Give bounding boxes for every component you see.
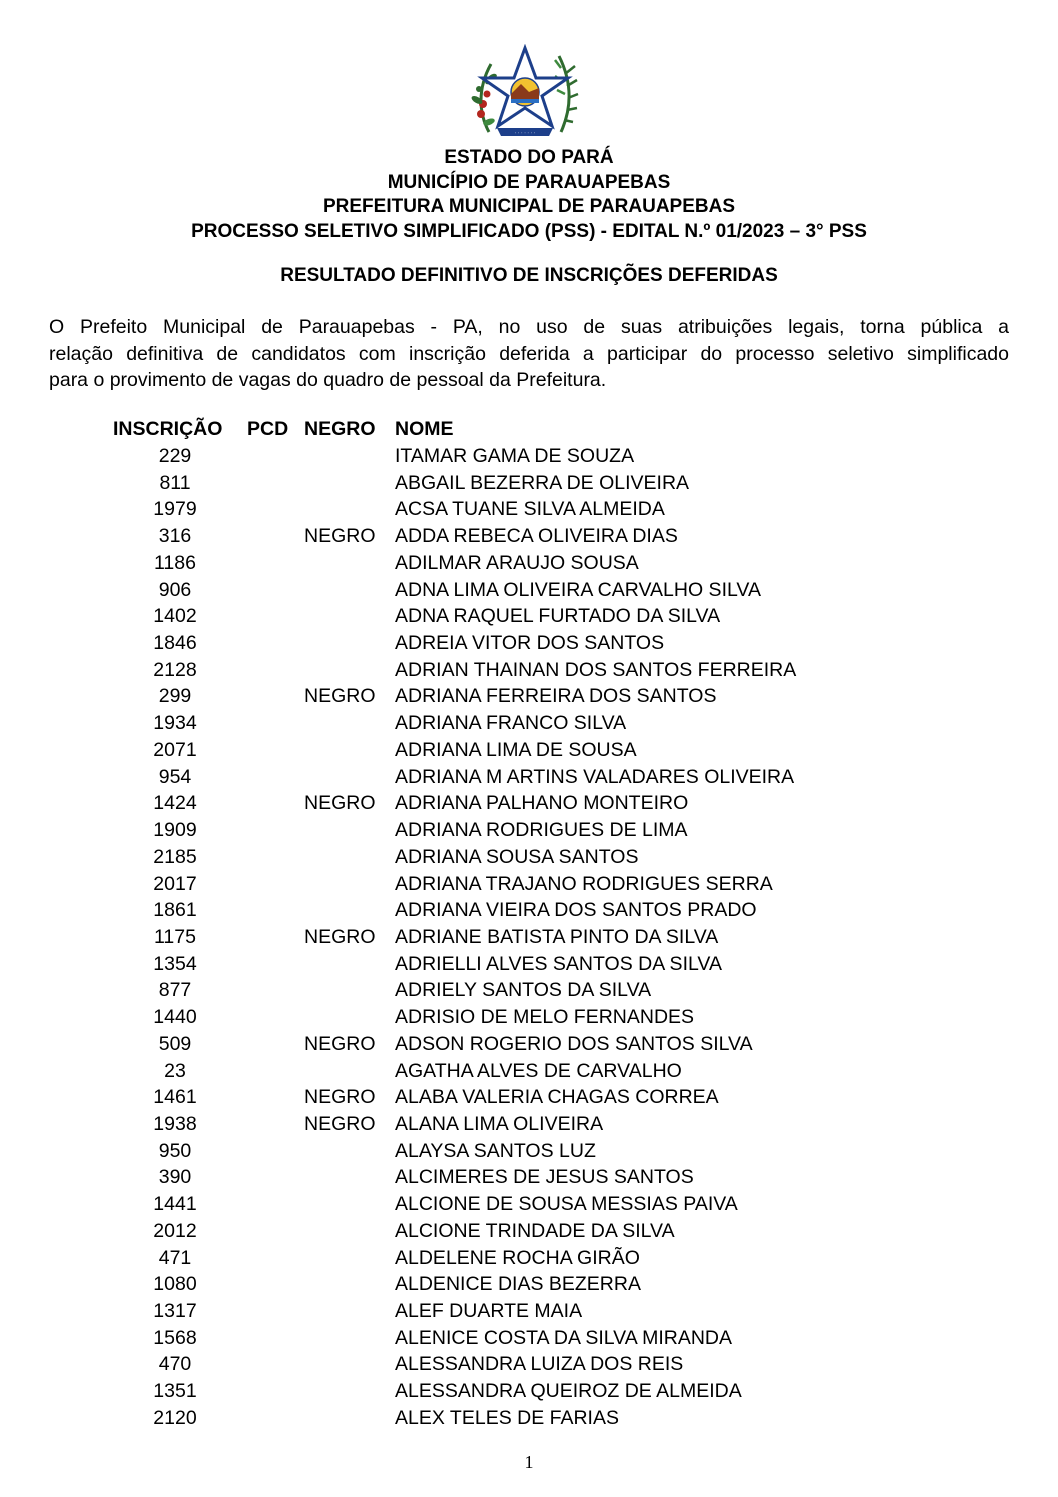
cell-nome: ADRIANE BATISTA PINTO DA SILVA (395, 925, 719, 948)
cell-inscricao: 471 (158, 1246, 192, 1269)
cell-nome: ALEF DUARTE MAIA (395, 1300, 583, 1322)
table-row (0, 951, 1058, 978)
cell-nome: ITAMAR GAMA DE SOUZA (395, 445, 635, 467)
cell-nome: ADRIANA VIEIRA DOS SANTOS PRADO (395, 899, 757, 922)
cell-nome: ADREIA VITOR DOS SANTOS (395, 632, 665, 655)
cell-nome: ALCIONE DE SOUSA MESSIAS PAIVA (395, 1193, 738, 1216)
cell-inscricao: 877 (158, 979, 192, 1002)
cell-nome: ADRIANA FRANCO SILVA (395, 712, 627, 735)
header-inscricao: INSCRIÇÃO (113, 418, 223, 440)
header-negro: NEGRO (304, 418, 376, 440)
cell-inscricao: 470 (158, 1353, 192, 1376)
cell-nome: ADRIANA M ARTINS VALADARES OLIVEIRA (395, 765, 795, 788)
cell-inscricao: 1440 (153, 1006, 197, 1029)
intro-line: relação definitiva de candidatos com inscrição deferida a participar do processo seletivo simplificado (49, 342, 1009, 365)
cell-nome: ABGAIL BEZERRA DE OLIVEIRA (395, 471, 690, 494)
table-row (0, 443, 1058, 470)
cell-nome: ADILMAR ARAUJO SOUSA (395, 551, 639, 574)
cell-nome: ALESSANDRA LUIZA DOS REIS (395, 1353, 684, 1376)
cell-inscricao: 509 (158, 1032, 192, 1055)
cell-nome: ADDA REBECA OLIVEIRA DIAS (395, 525, 678, 548)
table-row (0, 1378, 1058, 1405)
cell-nome: ADRIANA SOUSA SANTOS (395, 845, 639, 868)
table-row (0, 1218, 1058, 1245)
table-row (0, 683, 1058, 710)
cell-inscricao: 1402 (153, 605, 197, 628)
cell-inscricao: 811 (159, 471, 191, 494)
cell-nome: ALANA LIMA OLIVEIRA (395, 1112, 604, 1135)
cell-inscricao: 1979 (153, 498, 197, 521)
table-row (0, 630, 1058, 657)
cell-inscricao: 1424 (153, 792, 197, 815)
cell-negro: NEGRO (304, 925, 376, 948)
cell-inscricao: 316 (158, 525, 192, 548)
table-row (0, 1405, 1058, 1432)
cell-nome: ALCIMERES DE JESUS SANTOS (395, 1166, 694, 1189)
intro-line: O Prefeito Municipal de Parauapebas - PA, no uso de suas atribuições legais, torna pública a (49, 316, 1009, 338)
table-row (0, 1351, 1058, 1378)
cell-nome: ALEX TELES DE FARIAS (395, 1406, 619, 1429)
table-row (0, 817, 1058, 844)
cell-nome: ALENICE COSTA DA SILVA MIRANDA (395, 1326, 733, 1349)
cell-inscricao: 1938 (153, 1112, 197, 1135)
cell-nome: ADRIANA RODRIGUES DE LIMA (395, 819, 688, 842)
table-row (0, 1164, 1058, 1191)
cell-negro: NEGRO (304, 1112, 376, 1135)
cell-inscricao: 1568 (153, 1326, 197, 1349)
table-row (0, 924, 1058, 951)
cell-inscricao: 1461 (153, 1086, 197, 1109)
coat-of-arms-icon (469, 44, 581, 140)
cell-inscricao: 2017 (153, 872, 197, 895)
cell-inscricao: 1080 (153, 1273, 197, 1296)
table-row (0, 1298, 1058, 1325)
cell-inscricao: 2120 (153, 1406, 197, 1429)
cell-nome: ALDELENE ROCHA GIRÃO (395, 1246, 640, 1269)
table-row (0, 790, 1058, 817)
table-body (0, 443, 1058, 1432)
cell-inscricao: 23 (164, 1059, 186, 1082)
table-row (0, 1138, 1058, 1165)
cell-nome: ALABA VALERIA CHAGAS CORREA (395, 1086, 719, 1109)
table-row (0, 844, 1058, 871)
cell-inscricao: 1354 (153, 952, 197, 975)
cell-negro: NEGRO (304, 792, 376, 815)
document-header (0, 146, 1058, 244)
cell-inscricao: 1351 (153, 1380, 197, 1403)
table-row (0, 550, 1058, 577)
cell-inscricao: 299 (158, 685, 192, 708)
cell-negro: NEGRO (304, 525, 376, 548)
result-title: RESULTADO DEFINITIVO DE INSCRIÇÕES DEFERIDAS (280, 265, 778, 286)
cell-inscricao: 390 (158, 1166, 192, 1189)
cell-nome: ADRIELLI ALVES SANTOS DA SILVA (395, 952, 722, 975)
cell-nome: ADRIANA PALHANO MONTEIRO (395, 792, 689, 815)
table-row (0, 657, 1058, 684)
table-row (0, 897, 1058, 924)
cell-inscricao: 229 (158, 445, 192, 467)
header-municipality: MUNICÍPIO DE PARAUAPEBAS (387, 171, 671, 193)
cell-nome: ALESSANDRA QUEIROZ DE ALMEIDA (395, 1380, 742, 1403)
table-row (0, 496, 1058, 523)
table-row (0, 871, 1058, 898)
header-state: ESTADO DO PARÁ (444, 147, 614, 168)
table-row (0, 710, 1058, 737)
page-number: 1 (524, 1452, 534, 1472)
cell-inscricao: 1441 (153, 1193, 197, 1216)
cell-nome: ADNA LIMA OLIVEIRA CARVALHO SILVA (395, 578, 761, 601)
cell-nome: ADRIELY SANTOS DA SILVA (395, 979, 652, 1002)
cell-inscricao: 1175 (154, 925, 196, 948)
cell-inscricao: 2071 (153, 738, 197, 761)
cell-nome: ADRIANA LIMA DE SOUSA (395, 738, 637, 761)
intro-paragraph (49, 314, 1009, 394)
cell-nome: ADNA RAQUEL FURTADO DA SILVA (395, 605, 721, 628)
cell-inscricao: 1934 (153, 712, 197, 735)
cell-inscricao: 2185 (153, 845, 197, 868)
table-row (0, 603, 1058, 630)
table-row (0, 1084, 1058, 1111)
cell-inscricao: 1186 (154, 551, 196, 574)
table-row (0, 1191, 1058, 1218)
table-row (0, 977, 1058, 1004)
cell-inscricao: 950 (158, 1139, 192, 1162)
table-row (0, 470, 1058, 497)
cell-inscricao: 2128 (153, 658, 197, 681)
cell-nome: ALCIONE TRINDADE DA SILVA (395, 1219, 675, 1242)
cell-inscricao: 954 (158, 765, 192, 788)
cell-nome: ADRIAN THAINAN DOS SANTOS FERREIRA (395, 658, 797, 681)
header-pcd: PCD (247, 418, 289, 440)
table-row (0, 737, 1058, 764)
header-nome: NOME (395, 418, 454, 440)
intro-line: para o provimento de vagas do quadro de pessoal da Prefeitura. (49, 369, 607, 391)
cell-inscricao: 1861 (153, 899, 197, 922)
table-row (0, 1004, 1058, 1031)
cell-nome: AGATHA ALVES DE CARVALHO (395, 1059, 682, 1082)
table-row (0, 1058, 1058, 1085)
table-row (0, 1031, 1058, 1058)
cell-inscricao: 1909 (153, 819, 197, 842)
cell-inscricao: 2012 (153, 1219, 197, 1242)
table-row (0, 1325, 1058, 1352)
cell-nome: ADRIANA FERREIRA DOS SANTOS (395, 685, 717, 708)
cell-negro: NEGRO (304, 685, 376, 708)
header-edital: PROCESSO SELETIVO SIMPLIFICADO (PSS) - EDITAL N.º 01/2023 – 3° PSS (191, 220, 867, 242)
cell-nome: ALDENICE DIAS BEZERRA (395, 1273, 641, 1296)
cell-inscricao: 906 (158, 578, 192, 601)
cell-nome: ADRISIO DE MELO FERNANDES (395, 1006, 695, 1029)
cell-nome: ADRIANA TRAJANO RODRIGUES SERRA (395, 872, 773, 895)
table-row (0, 1111, 1058, 1138)
cell-inscricao: 1846 (153, 632, 197, 655)
table-row (0, 1271, 1058, 1298)
svg-text:· · · · · · ·: · · · · · · · (514, 130, 536, 137)
cell-nome: ALAYSA SANTOS LUZ (395, 1139, 596, 1162)
cell-nome: ADSON ROGERIO DOS SANTOS SILVA (395, 1032, 753, 1055)
table-row (0, 577, 1058, 604)
table-row (0, 764, 1058, 791)
cell-nome: ACSA TUANE SILVA ALMEIDA (395, 498, 665, 521)
cell-inscricao: 1317 (153, 1300, 197, 1322)
cell-negro: NEGRO (304, 1032, 376, 1055)
table-row (0, 1245, 1058, 1272)
header-prefecture: PREFEITURA MUNICIPAL DE PARAUAPEBAS (322, 196, 736, 217)
table-row (0, 523, 1058, 550)
cell-negro: NEGRO (304, 1086, 376, 1109)
